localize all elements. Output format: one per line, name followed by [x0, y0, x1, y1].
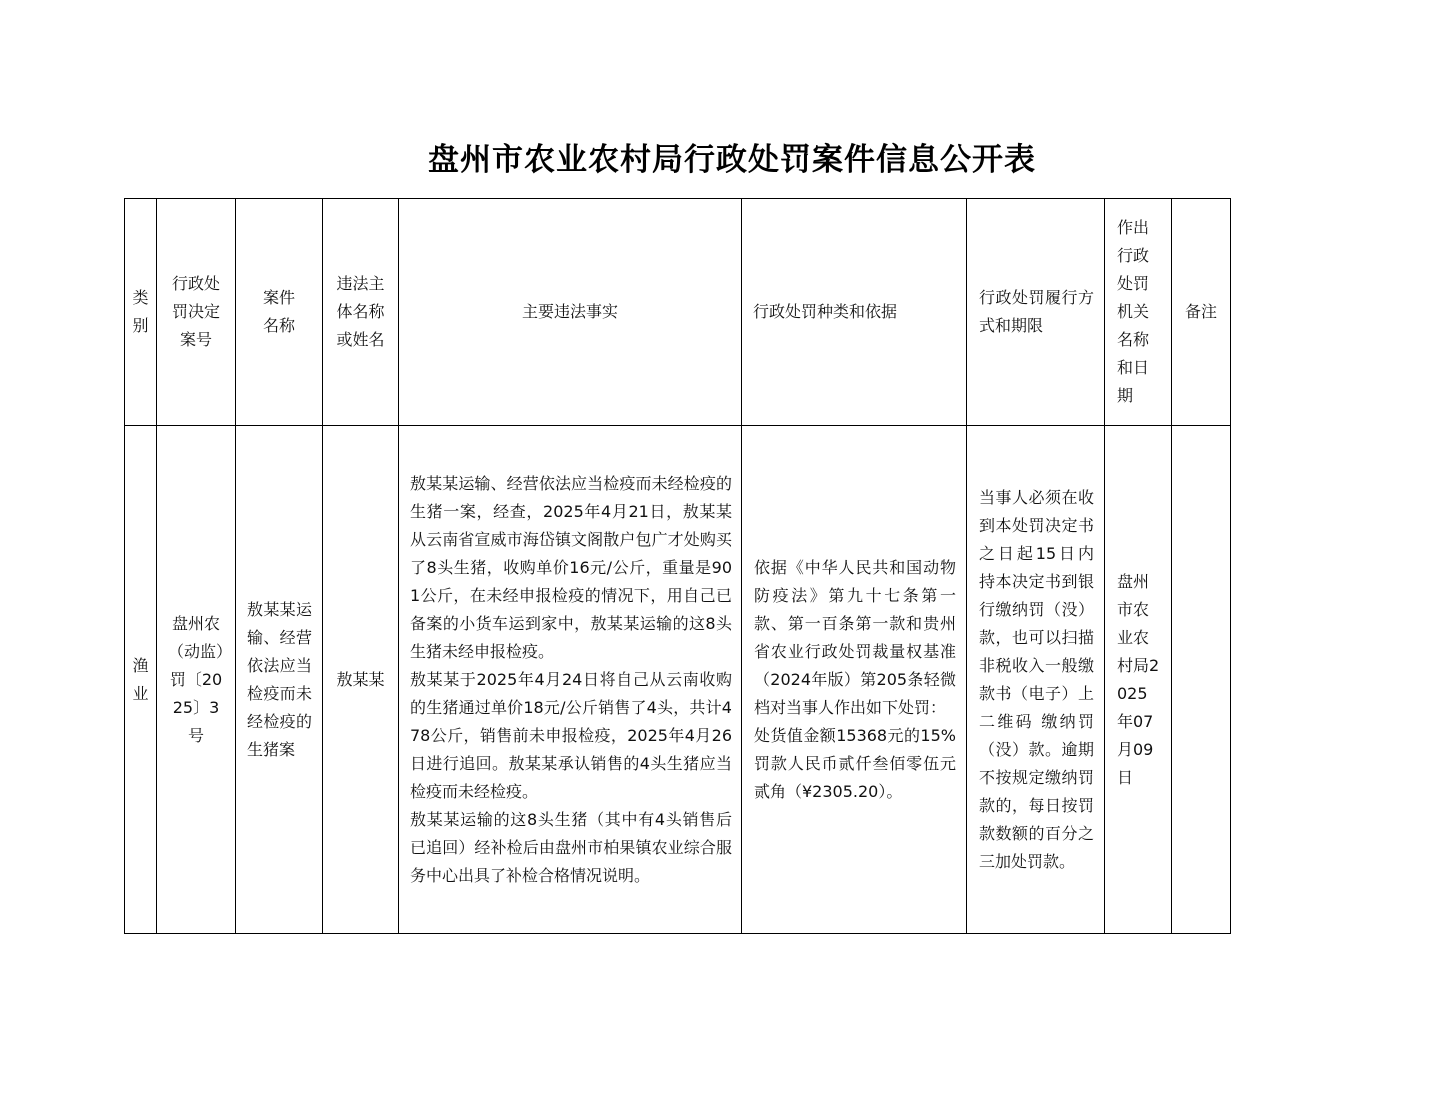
header-party-cell — [323, 199, 399, 426]
header-party: 违法主体名称或姓名 — [336, 274, 385, 349]
header-performance: 行政处罚履行方式和期限 — [979, 288, 1094, 335]
page-title: 盘州市农业农村局行政处罚案件信息公开表 — [428, 142, 1036, 178]
facts-text — [399, 470, 741, 890]
penalty-basis-paragraph: 处货值金额15368元的15%罚款人民币贰仟叁佰零伍元贰角（¥2305.20）。 — [754, 725, 956, 801]
facts-paragraph: 敖某某于2025年4月24日将自己从云南收购的生猪通过单价18元/公斤销售了4头，共计478公斤，销售前未申报检疫，2025年4月26日进行追回。敖某某承认销售的4头生猪应当检疫而未经检疫。 — [410, 669, 732, 801]
remarks-cell — [1172, 426, 1231, 934]
header-case-name: 案件名称 — [262, 288, 295, 335]
facts-paragraph: 敖某某运输、经营依法应当检疫而未经检疫的生猪一案，经查，2025年4月21日，敖某某从云南省宣威市海岱镇文阁散户包广才处购买了8头生猪，收购单价16元/公斤，重量是901公斤，在未经申报检疫的情况下，用自己已备案的小货车运到家中，敖某某运输的这8头生猪未经申报检疫。 — [410, 473, 732, 661]
header-authority-date-cell — [1105, 199, 1172, 426]
party-cell — [323, 426, 399, 934]
header-category: 类别 — [132, 288, 149, 335]
header-performance-cell — [967, 199, 1105, 426]
category-cell — [125, 426, 157, 934]
header-remarks: 备注 — [1184, 302, 1217, 321]
penalty-basis-cell — [742, 426, 967, 934]
case-info-table — [124, 198, 1231, 934]
header-decision-no-cell — [157, 199, 236, 426]
penalty-basis-paragraph: 依据《中华人民共和国动物防疫法》第九十七条第一款、第一百条第一款和贵州省农业行政处罚裁量权基准（2024年版）第205条轻微档对当事人作出如下处罚： — [754, 557, 956, 717]
header-decision-no: 行政处罚决定案号 — [171, 274, 220, 349]
case-name-value: 敖某某运输、经营依法应当检疫而未经检疫的生猪案 — [247, 599, 312, 759]
party-value: 敖某某 — [336, 669, 385, 689]
header-category-cell — [125, 199, 157, 426]
header-facts-cell — [399, 199, 742, 426]
header-authority-date: 作出行政处罚机关名称和日期 — [1117, 218, 1150, 405]
header-penalty-basis-cell — [742, 199, 967, 426]
performance-cell — [967, 426, 1105, 934]
header-case-name-cell — [236, 199, 323, 426]
case-record-row — [125, 426, 1231, 934]
decision-no-cell — [157, 426, 236, 934]
performance-value: 当事人必须在收到本处罚决定书之日起15日内持本决定书到银行缴纳罚（没）款，也可以扫描非税收入一般缴款书（电子）上二维码 缴纳罚（没）款。逾期不按规定缴纳罚款的，每日按罚款数额的百分之三加处罚款。 — [979, 487, 1094, 871]
category-value: 渔业 — [132, 655, 149, 703]
authority-date-cell — [1105, 426, 1172, 934]
case-name-cell — [236, 426, 323, 934]
header-facts: 主要违法事实 — [521, 302, 618, 321]
header-penalty-basis: 行政处罚种类和依据 — [753, 302, 898, 321]
facts-cell — [399, 426, 742, 934]
penalty-basis-text — [742, 554, 966, 806]
authority-date-value: 盘州市农业农村局2025年07月09日 — [1117, 571, 1160, 787]
facts-paragraph: 敖某某运输的这8头生猪（其中有4头销售后已追回）经补检后由盘州市柏果镇农业综合服务中心出具了补检合格情况说明。 — [410, 809, 732, 885]
header-remarks-cell — [1172, 199, 1231, 426]
header-row — [125, 199, 1231, 426]
decision-no-value: 盘州农（动监）罚〔2025〕3号 — [167, 613, 224, 745]
